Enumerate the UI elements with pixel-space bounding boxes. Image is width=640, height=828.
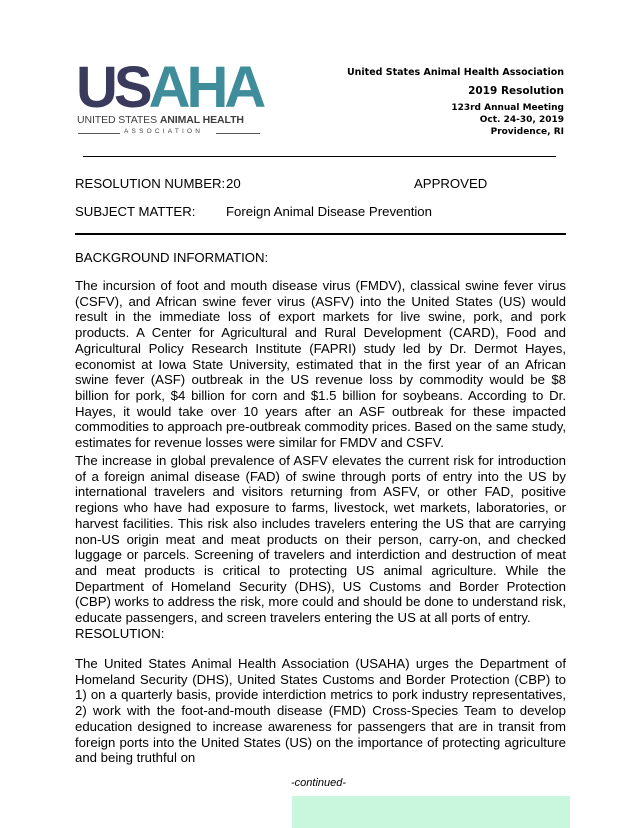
logo-letter: S	[113, 55, 149, 120]
resolution-number-row	[75, 176, 488, 191]
subject-matter-value: Foreign Animal Disease Prevention	[226, 204, 432, 219]
logo-letter: U	[76, 55, 114, 120]
section-divider	[75, 233, 566, 235]
resolution-heading: RESOLUTION:	[75, 626, 165, 641]
usaha-logo	[76, 55, 263, 138]
top-divider	[83, 156, 556, 157]
resolution-number	[226, 176, 488, 191]
header-dates: Oct. 24-30, 2019	[479, 115, 564, 125]
logo-association-text: ASSOCIATION	[124, 128, 204, 135]
logo-subtitle	[77, 114, 244, 126]
header-org: United States Animal Health Association	[346, 67, 564, 78]
logo-letter: A	[224, 55, 263, 120]
background-heading: BACKGROUND INFORMATION:	[75, 250, 269, 265]
resolution-number-label: RESOLUTION NUMBER:	[75, 176, 226, 191]
header-resolution-year: 2019 Resolution	[468, 85, 564, 97]
continued-note: -continued-	[291, 777, 347, 789]
logo-divider-right	[216, 133, 260, 134]
resolution-number-value: 20	[226, 176, 241, 191]
logo-subtitle-bold: ANIMAL HEALTH	[159, 114, 244, 126]
logo-association-row	[76, 128, 262, 138]
header-meeting-info	[451, 102, 564, 138]
logo-letter: A	[148, 55, 187, 120]
resolution-paragraph: The United States Animal Health Association (USAHA) urges the Department of Homeland Security (DHS), United States Customs and Border Protection (CBP) to 1) on a quarterly basis, provide interdiction metrics to pork industry representatives, 2) work with the foot-and-mouth disease (FMD) Cross-Species Team to develop education designed to increase awareness for passengers that are in transit from foreign ports into the United States (US) on the importance of protecting agriculture and being truthful on	[75, 656, 566, 766]
header-location: Providence, RI	[490, 127, 564, 137]
resolution-status: APPROVED	[414, 176, 488, 191]
header-meeting: 123rd Annual Meeting	[451, 103, 564, 113]
logo-subtitle-regular: UNITED STATES	[77, 114, 160, 126]
logo-letter: H	[186, 55, 225, 120]
logo-divider-left	[78, 133, 120, 134]
subject-matter-label: SUBJECT MATTER:	[75, 204, 196, 219]
background-paragraph-2: The increase in global prevalence of ASFV elevates the current risk for introduction of a foreign animal disease (FAD) of swine through ports of entry into the US by international travelers and visitors returning from ASFV, or other FAD, positive regions who have had exposure to farms, livestock, wet markets, laboratories, or harvest facilities. This risk also includes travelers entering the US that are carrying non-US origin meat and meat products on their person, carry-on, and checked luggage or parcels. Screening of travelers and interdiction and destruction of meat and meat products is critical to protecting US animal agriculture. While the Department of Homeland Security (DHS), US Customs and Border Protection (CBP) works to address the risk, more could and should be done to understand risk, educate passengers, and screen travelers entering the US at all ports of entry.	[75, 453, 566, 626]
subject-matter-row	[75, 204, 432, 219]
background-paragraph-1: The incursion of foot and mouth disease virus (FMDV), classical swine fever virus (CSFV), and African swine fever virus (ASFV) into the United States (US) would result in the immediate loss of export markets for live swine, pork, and pork products. A Center for Agricultural and Rural Development (CARD), Food and Agricultural Policy Research Institute (FAPRI) study led by Dr. Dermot Hayes, economist at Iowa State University, estimated that in the first year of an African swine fever (ASF) outbreak in the US revenue loss by commodity would be $8 billion for pork, $4 billion for corn and $1.5 billion for soybeans. According to Dr. Hayes, it would take over 10 years after an ASF outbreak for these impacted commodities to approach pre-outbreak commodity prices. Based on the same study, estimates for revenue losses were similar for FMDV and CSFV.	[75, 278, 566, 451]
highlight-box	[292, 796, 570, 828]
